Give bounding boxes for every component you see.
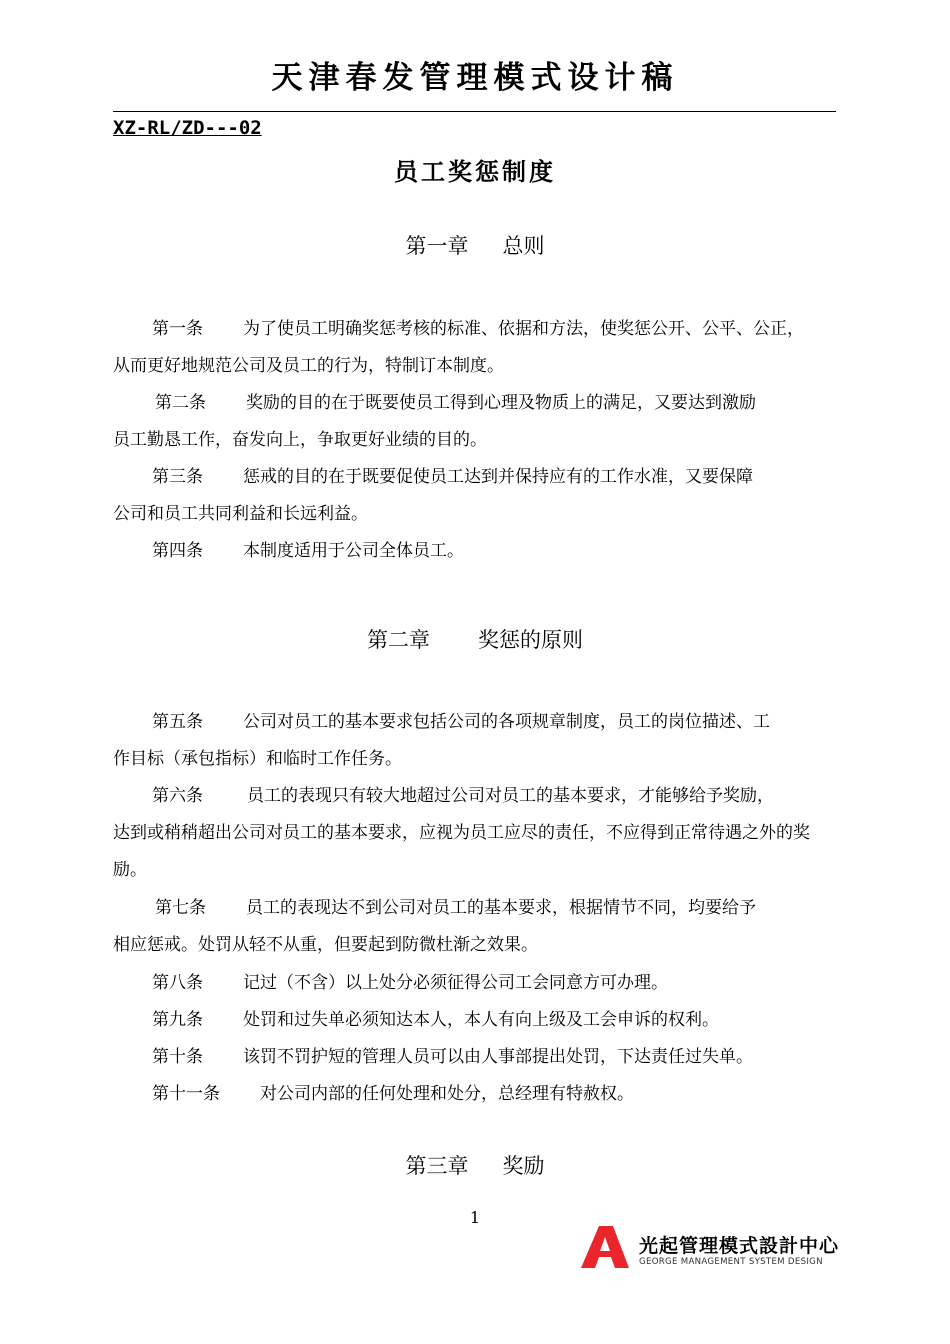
article-text: 为了使员工明确奖惩考核的标准、依据和方法，使奖惩公开、公平、公正， (243, 319, 804, 339)
article (113, 459, 838, 533)
article-number: 第十条 (152, 1047, 203, 1067)
article-number: 第三条 (152, 467, 203, 487)
chapter-heading (0, 1150, 950, 1180)
article-text-continued: 从而更好地规范公司及员工的行为，特制订本制度。 (113, 356, 504, 376)
article (113, 965, 838, 1002)
article-text: 处罚和过失单必须知达本人，本人有向上级及工会申诉的权利。 (243, 1010, 719, 1030)
chapter-heading (0, 230, 950, 260)
article-text: 奖励的目的在于既要使员工得到心理及物质上的满足，又要达到激励 (246, 393, 756, 413)
article-text: 员工的表现达不到公司对员工的基本要求，根据情节不同，均要给予 (246, 898, 756, 918)
article-text-continued: 员工勤恳工作，奋发向上，争取更好业绩的目的。 (113, 430, 487, 450)
header-title: 天津春发管理模式设计稿 (271, 60, 679, 96)
logo-chinese-name: 光起管理模式設計中心 (639, 1235, 840, 1257)
article (113, 778, 838, 889)
article-text: 对公司内部的任何处理和处分，总经理有特赦权。 (260, 1084, 634, 1104)
article (113, 385, 838, 459)
header-rule (113, 111, 836, 112)
chapter-number: 第一章 (405, 234, 469, 258)
logo-english-name: GEORGE MANAGEMENT SYSTEM DESIGN (639, 1257, 823, 1267)
article-text-continued: 公司和员工共同利益和长远利益。 (113, 504, 368, 524)
document-title: 员工奖惩制度 (394, 157, 556, 186)
article-number: 第一条 (152, 319, 203, 339)
article (113, 704, 838, 778)
article (113, 1002, 838, 1039)
page-number: 1 (469, 1208, 481, 1227)
chapter-title: 奖惩的原则 (478, 628, 583, 652)
article-number: 第二条 (155, 393, 206, 413)
footer-logo (577, 1225, 839, 1271)
article-number: 第六条 (152, 786, 203, 806)
document-code: XZ-RL/ZD---02 (113, 117, 262, 139)
article-text: 本制度适用于公司全体员工。 (243, 541, 464, 561)
article (113, 533, 838, 570)
article (113, 1039, 838, 1076)
chapter-number: 第二章 (367, 628, 430, 652)
article (113, 890, 838, 964)
chapter-title: 奖励 (502, 1154, 545, 1178)
article-number: 第十一条 (152, 1084, 220, 1104)
article-number: 第八条 (152, 973, 203, 993)
article-text: 公司对员工的基本要求包括公司的各项规章制度，员工的岗位描述、工 (243, 712, 770, 732)
article-number: 第五条 (152, 712, 203, 732)
article-number: 第四条 (152, 541, 203, 561)
article-number: 第七条 (155, 898, 206, 918)
chapter-number: 第三章 (405, 1154, 469, 1178)
article-text-continued: 作目标（承包指标）和临时工作任务。 (113, 749, 402, 769)
article (113, 1076, 838, 1113)
article-text-continued: 达到或稍稍超出公司对员工的基本要求，应视为员工应尽的责任，不应得到正常待遇之外的奖励。 (113, 823, 810, 880)
logo-a-icon (577, 1225, 633, 1269)
chapter-title: 总则 (502, 234, 545, 258)
article-number: 第九条 (152, 1010, 203, 1030)
article (113, 311, 838, 385)
article-text: 惩戒的目的在于既要促使员工达到并保持应有的工作水准，又要保障 (243, 467, 753, 487)
article-text-continued: 相应惩戒。处罚从轻不从重，但要起到防微杜渐之效果。 (113, 935, 538, 955)
article-text: 记过（不含）以上处分必须征得公司工会同意方可办理。 (243, 973, 668, 993)
article-text: 员工的表现只有较大地超过公司对员工的基本要求，才能够给予奖励， (247, 786, 774, 806)
article-text: 该罚不罚护短的管理人员可以由人事部提出处罚，下达责任过失单。 (243, 1047, 753, 1067)
chapter-heading (0, 624, 950, 654)
